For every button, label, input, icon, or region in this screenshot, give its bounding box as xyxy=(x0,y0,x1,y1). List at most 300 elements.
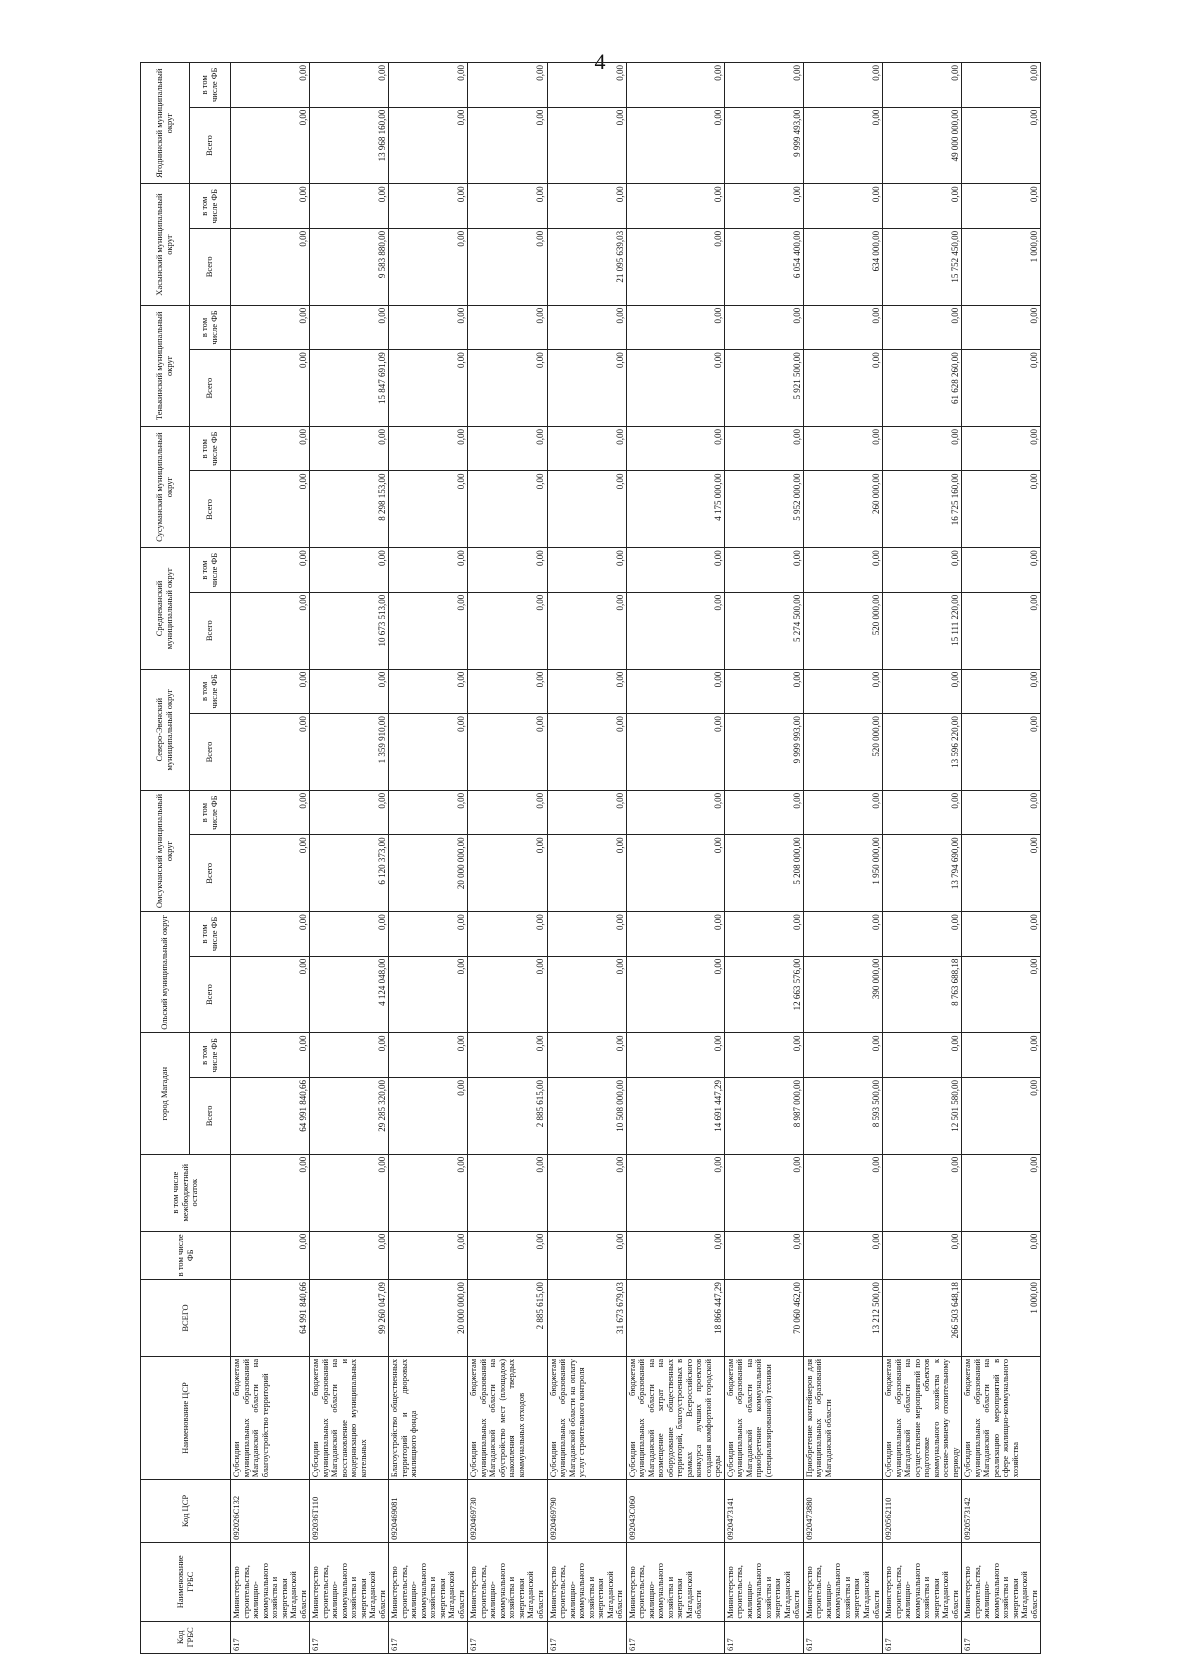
cell-municipality-total: 16 725 160,00 xyxy=(883,471,962,548)
header-municipality: Ольский муниципальный округ xyxy=(141,912,190,1033)
cell-municipality-fb: 0,00 xyxy=(962,1033,1041,1077)
cell-total: 1 000,00 xyxy=(962,1280,1041,1357)
cell-municipality-fb: 0,00 xyxy=(389,790,468,834)
cell-total: 31 673 679,03 xyxy=(547,1280,626,1357)
cell-fb: 0,00 xyxy=(724,1231,803,1280)
header-sub-fb: в том числе ФБ xyxy=(190,669,231,713)
cell-municipality-total: 0,00 xyxy=(468,956,547,1033)
cell-municipality-total: 0,00 xyxy=(547,107,626,184)
cell-municipality-total: 0,00 xyxy=(626,228,724,305)
cell-total: 70 060 462,00 xyxy=(724,1280,803,1357)
cell-municipality-total: 0,00 xyxy=(962,107,1041,184)
cell-total: 64 991 840,66 xyxy=(231,1280,310,1357)
cell-fb: 0,00 xyxy=(310,1231,389,1280)
cell-mbt: 0,00 xyxy=(962,1154,1041,1231)
cell-municipality-total: 5 952 000,00 xyxy=(724,471,803,548)
header-municipality: Омсукчанский муниципальный округ xyxy=(141,790,190,911)
table-row xyxy=(803,63,882,1654)
cell-mbt: 0,00 xyxy=(803,1154,882,1231)
cell-municipality-total: 0,00 xyxy=(626,714,724,791)
cell-municipality-fb: 0,00 xyxy=(547,669,626,713)
table-row xyxy=(962,63,1041,1654)
cell-csr-name: Субсидии бюджетам муниципальных образований Магаданской области на восстановление и модернизацию муниципальных котельных xyxy=(310,1356,389,1479)
cell-municipality-fb: 0,00 xyxy=(724,548,803,592)
cell-csr-name: Субсидии бюджетам муниципальных образований Магаданской области на осуществление мероприятий по подготовке объектов коммунального хозяйства к осенне-зимнему отопительному периоду xyxy=(883,1356,962,1479)
cell-total: 266 503 648,18 xyxy=(883,1280,962,1357)
cell-municipality-total: 0,00 xyxy=(231,592,310,669)
cell-municipality-total: 0,00 xyxy=(231,350,310,427)
cell-grbs-code: 617 xyxy=(310,1621,389,1653)
cell-municipality-fb: 0,00 xyxy=(962,669,1041,713)
cell-municipality-fb: 0,00 xyxy=(468,669,547,713)
header-municipality: Ягоднинский муниципальный округ xyxy=(141,63,190,184)
cell-csr-code: 0920469730 xyxy=(468,1480,547,1543)
cell-municipality-total: 0,00 xyxy=(468,592,547,669)
cell-municipality-fb: 0,00 xyxy=(547,790,626,834)
cell-municipality-fb: 0,00 xyxy=(231,1033,310,1077)
cell-municipality-fb: 0,00 xyxy=(883,427,962,471)
cell-municipality-total: 0,00 xyxy=(389,1077,468,1154)
cell-mbt: 0,00 xyxy=(310,1154,389,1231)
cell-municipality-fb: 0,00 xyxy=(626,427,724,471)
cell-municipality-total: 0,00 xyxy=(231,107,310,184)
cell-municipality-fb: 0,00 xyxy=(468,427,547,471)
cell-municipality-fb: 0,00 xyxy=(962,63,1041,108)
cell-municipality-fb: 0,00 xyxy=(883,184,962,228)
cell-municipality-fb: 0,00 xyxy=(310,63,389,108)
cell-grbs-name: Министерство строительства, жилищно-коммунального хозяйства и энергетики Магаданской области xyxy=(468,1542,547,1621)
cell-municipality-total: 61 628 260,00 xyxy=(883,350,962,427)
cell-municipality-fb: 0,00 xyxy=(231,427,310,471)
cell-municipality-fb: 0,00 xyxy=(468,790,547,834)
cell-municipality-fb: 0,00 xyxy=(724,790,803,834)
cell-municipality-total: 0,00 xyxy=(468,350,547,427)
cell-municipality-total: 0,00 xyxy=(389,592,468,669)
cell-municipality-total: 0,00 xyxy=(231,714,310,791)
cell-municipality-fb: 0,00 xyxy=(724,1033,803,1077)
cell-municipality-fb: 0,00 xyxy=(626,548,724,592)
cell-csr-name: Субсидии бюджетам муниципальных образований Магаданской области на оплату услуг строительного контроля xyxy=(547,1356,626,1479)
cell-municipality-total: 0,00 xyxy=(468,714,547,791)
table-body xyxy=(231,63,1041,1654)
cell-grbs-name: Министерство строительства, жилищно-коммунального хозяйства и энергетики Магаданской области xyxy=(803,1542,882,1621)
cell-municipality-total: 9 583 880,00 xyxy=(310,228,389,305)
cell-municipality-fb: 0,00 xyxy=(389,912,468,956)
cell-csr-name: Субсидии бюджетам муниципальных образований Магаданской области на возмещение затрат на оборудование общественных территорий, благоустроенных в рамках Всероссийского конкурса лучших проектов создания комфортной городской среды xyxy=(626,1356,724,1479)
cell-municipality-total: 0,00 xyxy=(547,350,626,427)
cell-municipality-fb: 0,00 xyxy=(389,63,468,108)
cell-municipality-fb: 0,00 xyxy=(626,63,724,108)
cell-mbt: 0,00 xyxy=(547,1154,626,1231)
cell-municipality-fb: 0,00 xyxy=(626,1033,724,1077)
cell-grbs-name: Министерство строительства, жилищно-коммунального хозяйства и энергетики Магаданской области xyxy=(389,1542,468,1621)
cell-csr-code: 092036Т110 xyxy=(310,1480,389,1543)
cell-grbs-code: 617 xyxy=(389,1621,468,1653)
cell-grbs-code: 617 xyxy=(231,1621,310,1653)
cell-municipality-total: 5 921 500,00 xyxy=(724,350,803,427)
cell-municipality-fb: 0,00 xyxy=(310,305,389,349)
cell-municipality-fb: 0,00 xyxy=(962,912,1041,956)
cell-municipality-total: 0,00 xyxy=(468,835,547,912)
cell-municipality-fb: 0,00 xyxy=(883,912,962,956)
cell-municipality-fb: 0,00 xyxy=(389,305,468,349)
cell-municipality-fb: 0,00 xyxy=(468,912,547,956)
cell-municipality-total: 0,00 xyxy=(962,592,1041,669)
header-sub-vsego: Всего xyxy=(190,1077,231,1154)
cell-grbs-code: 617 xyxy=(962,1621,1041,1653)
cell-municipality-fb: 0,00 xyxy=(547,912,626,956)
cell-municipality-fb: 0,00 xyxy=(724,912,803,956)
cell-municipality-fb: 0,00 xyxy=(803,305,882,349)
cell-municipality-total: 14 691 447,29 xyxy=(626,1077,724,1154)
header-municipality: Сусуманский муниципальный округ xyxy=(141,427,190,548)
cell-municipality-fb: 0,00 xyxy=(389,548,468,592)
cell-grbs-name: Министерство строительства, жилищно-коммунального хозяйства и энергетики Магаданской области xyxy=(231,1542,310,1621)
cell-municipality-fb: 0,00 xyxy=(310,427,389,471)
table-row xyxy=(468,63,547,1654)
header-sub-vsego: Всего xyxy=(190,592,231,669)
cell-municipality-fb: 0,00 xyxy=(962,305,1041,349)
cell-csr-name: Приобретение контейнеров для муниципальных образований Магаданской области xyxy=(803,1356,882,1479)
cell-municipality-total: 1 950 000,00 xyxy=(803,835,882,912)
cell-csr-name: Субсидии бюджетам муниципальных образований Магаданской области на приобретение коммунальной (специализированной) техники xyxy=(724,1356,803,1479)
cell-municipality-total: 0,00 xyxy=(468,471,547,548)
cell-municipality-total: 0,00 xyxy=(962,835,1041,912)
cell-csr-name: Благоустройство общественных территорий и дворовых жилищного фонда xyxy=(389,1356,468,1479)
cell-total: 99 260 047,09 xyxy=(310,1280,389,1357)
cell-municipality-total: 15 847 691,09 xyxy=(310,350,389,427)
header-kod-csr: Код ЦСР xyxy=(141,1480,231,1543)
cell-municipality-fb: 0,00 xyxy=(547,305,626,349)
cell-municipality-total: 0,00 xyxy=(626,835,724,912)
cell-fb: 0,00 xyxy=(231,1231,310,1280)
cell-municipality-total: 15 111 220,00 xyxy=(883,592,962,669)
cell-csr-code: 0920469081 xyxy=(389,1480,468,1543)
table-row xyxy=(626,63,724,1654)
cell-municipality-total: 0,00 xyxy=(547,471,626,548)
cell-municipality-fb: 0,00 xyxy=(310,548,389,592)
cell-municipality-total: 0,00 xyxy=(231,835,310,912)
cell-municipality-fb: 0,00 xyxy=(883,63,962,108)
cell-municipality-total: 12 663 576,00 xyxy=(724,956,803,1033)
cell-municipality-total: 12 501 580,00 xyxy=(883,1077,962,1154)
cell-csr-code: 092026С132 xyxy=(231,1480,310,1543)
header-sub-vsego: Всего xyxy=(190,228,231,305)
cell-municipality-total: 0,00 xyxy=(803,350,882,427)
cell-municipality-fb: 0,00 xyxy=(803,63,882,108)
cell-municipality-fb: 0,00 xyxy=(310,912,389,956)
cell-municipality-total: 520 000,00 xyxy=(803,592,882,669)
cell-municipality-total: 0,00 xyxy=(962,956,1041,1033)
cell-municipality-fb: 0,00 xyxy=(310,790,389,834)
cell-municipality-total: 49 000 000,00 xyxy=(883,107,962,184)
cell-grbs-code: 617 xyxy=(547,1621,626,1653)
cell-grbs-name: Министерство строительства, жилищно-коммунального хозяйства и энергетики Магаданской области xyxy=(724,1542,803,1621)
cell-municipality-fb: 0,00 xyxy=(626,912,724,956)
cell-total: 2 885 615,00 xyxy=(468,1280,547,1357)
cell-total: 18 866 447,29 xyxy=(626,1280,724,1357)
cell-municipality-fb: 0,00 xyxy=(883,669,962,713)
cell-grbs-name: Министерство строительства, жилищно-коммунального хозяйства и энергетики Магаданской области xyxy=(547,1542,626,1621)
cell-municipality-total: 0,00 xyxy=(389,471,468,548)
header-mbt: в том числе межбюджетный остаток xyxy=(141,1154,231,1231)
budget-table xyxy=(140,62,1041,1654)
cell-fb: 0,00 xyxy=(883,1231,962,1280)
table-row xyxy=(389,63,468,1654)
cell-grbs-code: 617 xyxy=(724,1621,803,1653)
header-sub-vsego: Всего xyxy=(190,471,231,548)
cell-grbs-code: 617 xyxy=(626,1621,724,1653)
cell-municipality-total: 4 175 000,00 xyxy=(626,471,724,548)
cell-csr-code: 0920469790 xyxy=(547,1480,626,1543)
header-sub-fb: в том числе ФБ xyxy=(190,912,231,956)
cell-csr-code: 092043С060 xyxy=(626,1480,724,1543)
cell-municipality-fb: 0,00 xyxy=(389,184,468,228)
cell-municipality-total: 0,00 xyxy=(803,107,882,184)
cell-mbt: 0,00 xyxy=(626,1154,724,1231)
cell-municipality-total: 13 596 220,00 xyxy=(883,714,962,791)
cell-municipality-total: 13 794 690,00 xyxy=(883,835,962,912)
cell-total: 20 000 000,00 xyxy=(389,1280,468,1357)
cell-municipality-fb: 0,00 xyxy=(724,184,803,228)
cell-municipality-fb: 0,00 xyxy=(626,790,724,834)
header-sub-vsego: Всего xyxy=(190,835,231,912)
header-kod-grbs: Код ГРБС xyxy=(141,1621,231,1653)
cell-municipality-total: 5 208 000,00 xyxy=(724,835,803,912)
cell-municipality-total: 8 987 000,00 xyxy=(724,1077,803,1154)
cell-total: 13 212 500,00 xyxy=(803,1280,882,1357)
cell-municipality-total: 8 593 500,00 xyxy=(803,1077,882,1154)
cell-municipality-fb: 0,00 xyxy=(724,669,803,713)
cell-municipality-total: 5 274 500,00 xyxy=(724,592,803,669)
cell-municipality-fb: 0,00 xyxy=(468,548,547,592)
cell-municipality-fb: 0,00 xyxy=(962,548,1041,592)
cell-mbt: 0,00 xyxy=(883,1154,962,1231)
cell-municipality-total: 520 000,00 xyxy=(803,714,882,791)
cell-grbs-name: Министерство строительства, жилищно-коммунального хозяйства и энергетики Магаданской области xyxy=(883,1542,962,1621)
cell-municipality-fb: 0,00 xyxy=(962,790,1041,834)
cell-municipality-fb: 0,00 xyxy=(547,1033,626,1077)
cell-municipality-total: 13 968 160,00 xyxy=(310,107,389,184)
cell-municipality-fb: 0,00 xyxy=(231,548,310,592)
cell-csr-name: Субсидии бюджетам муниципальных образований Магаданской области на благоустройство территорий xyxy=(231,1356,310,1479)
cell-municipality-total: 20 000 000,00 xyxy=(389,835,468,912)
cell-municipality-fb: 0,00 xyxy=(231,63,310,108)
cell-municipality-fb: 0,00 xyxy=(547,427,626,471)
header-sub-fb: в том числе ФБ xyxy=(190,427,231,471)
cell-municipality-total: 0,00 xyxy=(389,350,468,427)
cell-municipality-fb: 0,00 xyxy=(962,427,1041,471)
cell-fb: 0,00 xyxy=(389,1231,468,1280)
cell-municipality-total: 0,00 xyxy=(962,350,1041,427)
cell-municipality-total: 6 054 400,00 xyxy=(724,228,803,305)
cell-municipality-total: 10 673 513,00 xyxy=(310,592,389,669)
header-sub-fb: в том числе ФБ xyxy=(190,184,231,228)
cell-fb: 0,00 xyxy=(626,1231,724,1280)
header-municipality: Хасынский муниципальный округ xyxy=(141,184,190,305)
cell-municipality-total: 0,00 xyxy=(389,228,468,305)
header-sub-fb: в том числе ФБ xyxy=(190,548,231,592)
header-sub-vsego: Всего xyxy=(190,956,231,1033)
cell-municipality-fb: 0,00 xyxy=(231,669,310,713)
cell-municipality-total: 0,00 xyxy=(389,956,468,1033)
table-row xyxy=(547,63,626,1654)
cell-csr-code: 0920562110 xyxy=(883,1480,962,1543)
header-municipality: Тенькинский муниципальный округ xyxy=(141,305,190,426)
table-header xyxy=(141,63,231,1654)
cell-municipality-fb: 0,00 xyxy=(310,669,389,713)
cell-grbs-name: Министерство строительства, жилищно-коммунального хозяйства и энергетики Магаданской области xyxy=(962,1542,1041,1621)
cell-municipality-total: 4 124 048,00 xyxy=(310,956,389,1033)
cell-municipality-total: 0,00 xyxy=(389,107,468,184)
header-fb: в том числе ФБ xyxy=(141,1231,231,1280)
cell-municipality-total: 0,00 xyxy=(231,471,310,548)
cell-mbt: 0,00 xyxy=(724,1154,803,1231)
cell-municipality-fb: 0,00 xyxy=(547,63,626,108)
cell-grbs-name: Министерство строительства, жилищно-коммунального хозяйства и энергетики Магаданской области xyxy=(626,1542,724,1621)
cell-municipality-total: 0,00 xyxy=(626,107,724,184)
header-sub-vsego: Всего xyxy=(190,350,231,427)
cell-municipality-fb: 0,00 xyxy=(803,1033,882,1077)
cell-municipality-total: 260 000,00 xyxy=(803,471,882,548)
cell-municipality-total: 29 285 320,00 xyxy=(310,1077,389,1154)
cell-municipality-fb: 0,00 xyxy=(803,427,882,471)
cell-municipality-total: 0,00 xyxy=(626,350,724,427)
cell-fb: 0,00 xyxy=(468,1231,547,1280)
cell-grbs-code: 617 xyxy=(803,1621,882,1653)
header-sub-fb: в том числе ФБ xyxy=(190,305,231,349)
table-row xyxy=(231,63,310,1654)
cell-municipality-fb: 0,00 xyxy=(803,790,882,834)
header-sub-fb: в том числе ФБ xyxy=(190,1033,231,1077)
header-sub-vsego: Всего xyxy=(190,714,231,791)
cell-csr-code: 0920473880 xyxy=(803,1480,882,1543)
cell-municipality-total: 0,00 xyxy=(626,956,724,1033)
cell-grbs-code: 617 xyxy=(883,1621,962,1653)
cell-municipality-total: 9 999 493,00 xyxy=(724,107,803,184)
cell-municipality-fb: 0,00 xyxy=(803,548,882,592)
cell-municipality-fb: 0,00 xyxy=(883,790,962,834)
cell-mbt: 0,00 xyxy=(231,1154,310,1231)
cell-municipality-total: 15 752 450,00 xyxy=(883,228,962,305)
cell-municipality-fb: 0,00 xyxy=(231,912,310,956)
header-naim-csr: Наименование ЦСР xyxy=(141,1356,231,1479)
cell-municipality-total: 390 000,00 xyxy=(803,956,882,1033)
cell-municipality-total: 0,00 xyxy=(962,471,1041,548)
cell-municipality-total: 0,00 xyxy=(547,835,626,912)
cell-municipality-fb: 0,00 xyxy=(310,184,389,228)
cell-municipality-total: 0,00 xyxy=(626,592,724,669)
cell-csr-name: Субсидии бюджетам муниципальных образований Магаданской области на обустройство мест (площадок) накопления твердых коммунальных отходов xyxy=(468,1356,547,1479)
cell-municipality-total: 10 508 000,00 xyxy=(547,1077,626,1154)
table-row xyxy=(724,63,803,1654)
cell-municipality-total: 9 999 993,00 xyxy=(724,714,803,791)
page-number: 4 xyxy=(594,49,606,74)
cell-municipality-fb: 0,00 xyxy=(389,669,468,713)
header-sub-vsego: Всего xyxy=(190,107,231,184)
cell-municipality-total: 634 000,00 xyxy=(803,228,882,305)
cell-municipality-total: 0,00 xyxy=(962,714,1041,791)
cell-municipality-fb: 0,00 xyxy=(724,63,803,108)
cell-municipality-fb: 0,00 xyxy=(468,184,547,228)
cell-municipality-fb: 0,00 xyxy=(803,912,882,956)
header-naim-grbs: Наименование ГРБС xyxy=(141,1542,231,1621)
cell-municipality-fb: 0,00 xyxy=(883,1033,962,1077)
cell-municipality-total: 8 298 153,00 xyxy=(310,471,389,548)
cell-grbs-name: Министерство строительства, жилищно-коммунального хозяйства и энергетики Магаданской области xyxy=(310,1542,389,1621)
cell-municipality-total: 0,00 xyxy=(962,1077,1041,1154)
cell-municipality-fb: 0,00 xyxy=(468,305,547,349)
cell-municipality-fb: 0,00 xyxy=(310,1033,389,1077)
cell-municipality-total: 0,00 xyxy=(547,714,626,791)
rotated-table-wrapper xyxy=(140,62,1038,1654)
cell-municipality-fb: 0,00 xyxy=(547,184,626,228)
cell-municipality-fb: 0,00 xyxy=(883,548,962,592)
header-municipality: Северо-Эвенский муниципальный округ xyxy=(141,669,190,790)
cell-municipality-fb: 0,00 xyxy=(626,184,724,228)
cell-municipality-fb: 0,00 xyxy=(468,63,547,108)
cell-municipality-fb: 0,00 xyxy=(389,1033,468,1077)
cell-municipality-total: 1 359 910,00 xyxy=(310,714,389,791)
cell-municipality-total: 64 991 840,66 xyxy=(231,1077,310,1154)
cell-municipality-fb: 0,00 xyxy=(231,305,310,349)
header-municipality: Среднеканский муниципальный округ xyxy=(141,548,190,669)
cell-municipality-fb: 0,00 xyxy=(803,669,882,713)
cell-fb: 0,00 xyxy=(547,1231,626,1280)
cell-municipality-fb: 0,00 xyxy=(883,305,962,349)
cell-municipality-total: 0,00 xyxy=(231,228,310,305)
header-sub-fb: в том числе ФБ xyxy=(190,790,231,834)
cell-municipality-total: 0,00 xyxy=(547,592,626,669)
cell-municipality-fb: 0,00 xyxy=(724,427,803,471)
cell-municipality-total: 21 095 639,03 xyxy=(547,228,626,305)
table-row xyxy=(883,63,962,1654)
cell-grbs-code: 617 xyxy=(468,1621,547,1653)
cell-fb: 0,00 xyxy=(803,1231,882,1280)
cell-mbt: 0,00 xyxy=(468,1154,547,1231)
cell-municipality-fb: 0,00 xyxy=(389,427,468,471)
cell-mbt: 0,00 xyxy=(389,1154,468,1231)
cell-municipality-total: 0,00 xyxy=(468,228,547,305)
cell-csr-code: 0920473141 xyxy=(724,1480,803,1543)
cell-municipality-total: 0,00 xyxy=(389,714,468,791)
cell-municipality-total: 0,00 xyxy=(231,956,310,1033)
table-row xyxy=(310,63,389,1654)
cell-municipality-total: 6 120 373,00 xyxy=(310,835,389,912)
cell-csr-code: 0920573142 xyxy=(962,1480,1041,1543)
header-vsego: ВСЕГО xyxy=(141,1280,231,1357)
cell-municipality-total: 2 885 615,00 xyxy=(468,1077,547,1154)
cell-municipality-fb: 0,00 xyxy=(547,548,626,592)
cell-csr-name: Субсидии бюджетам муниципальных образований Магаданской области на реализацию мероприятий в сфере жилищно-коммунального хозяйства xyxy=(962,1356,1041,1479)
cell-municipality-total: 0,00 xyxy=(468,107,547,184)
cell-fb: 0,00 xyxy=(962,1231,1041,1280)
header-municipality: город Магадан xyxy=(141,1033,190,1154)
cell-municipality-fb: 0,00 xyxy=(962,184,1041,228)
cell-municipality-fb: 0,00 xyxy=(626,305,724,349)
landscape-sheet xyxy=(140,62,1038,1654)
cell-municipality-total: 1 000,00 xyxy=(962,228,1041,305)
cell-municipality-fb: 0,00 xyxy=(803,184,882,228)
cell-municipality-fb: 0,00 xyxy=(231,790,310,834)
cell-municipality-fb: 0,00 xyxy=(468,1033,547,1077)
cell-municipality-total: 0,00 xyxy=(547,956,626,1033)
header-sub-fb: в том числе ФБ xyxy=(190,63,231,108)
cell-municipality-fb: 0,00 xyxy=(231,184,310,228)
cell-municipality-total: 8 763 688,18 xyxy=(883,956,962,1033)
cell-municipality-fb: 0,00 xyxy=(626,669,724,713)
cell-municipality-fb: 0,00 xyxy=(724,305,803,349)
